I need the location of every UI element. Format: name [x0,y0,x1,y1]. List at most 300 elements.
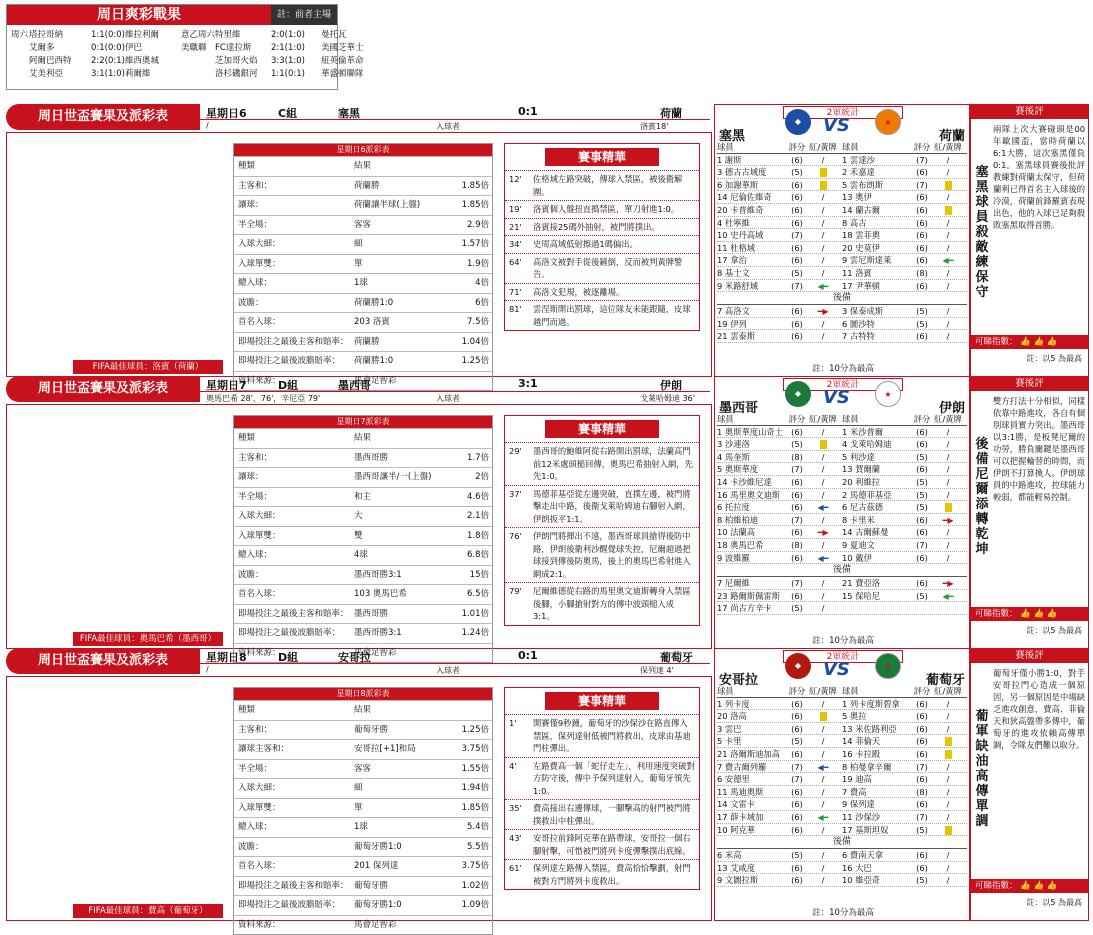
home-rating: (7) [791,514,803,525]
lineup-row [717,229,967,242]
highlight-minute: 43' [509,833,522,843]
payout-row [234,254,492,274]
home-card: / [821,242,825,253]
home-card [808,166,838,178]
home-rating: (7) [791,280,803,291]
scorers-away_scorers: 保列達 4' [640,666,674,675]
payout-row [234,759,492,779]
yellow-card-icon [820,181,827,190]
home-card: / [821,489,825,500]
lineup-row [717,280,967,293]
payout-row [234,312,492,332]
away-player: 8 柏曼拿辛爾 [842,761,892,772]
away-card: / [946,217,950,228]
payout-row [234,778,492,798]
away-card: / [946,489,950,500]
home-player: 7 尼爾維 [717,578,750,589]
lineup-row [717,318,967,331]
away-rating: (6) [916,799,928,810]
away-rating: (8) [916,786,928,797]
away-player: 5 利沙達 [842,451,875,462]
home-card: / [821,476,825,487]
watchability-label: 可睇指數： [975,337,1018,347]
away-rating: (6) [916,748,928,759]
stats-tag: 2軍統計 [783,650,903,663]
payout-type: 總入球： [238,822,273,832]
match-home: 墨西哥 [338,379,371,392]
lineup-row [717,438,967,451]
highlight-minute: 19' [509,204,522,214]
lineup-row [717,217,967,230]
payout-table [233,143,493,391]
payout-type: 即場投注之最後主客和賠率： [238,880,349,891]
scorers-scorer_label: 入球者 [436,666,460,675]
sub-in-arrow-icon: ◀━ [942,591,954,601]
scorers-line [200,665,710,676]
sub-arrow-icon: ◀━ [817,553,829,563]
result-away: 美國芝華士 [321,43,364,53]
home-player: 19 伊列 [717,318,747,329]
away-rating: (6) [916,255,928,266]
lineup-row [717,849,967,862]
payout-odds: 3.75倍 [461,861,489,871]
payout-odds: 6.8倍 [466,550,489,560]
highlights-box [504,415,700,626]
yellow-card-icon [945,826,952,835]
home-player: 10 法蘭高 [717,527,756,538]
home-player: 21 雲泰斯 [717,331,756,342]
home-rating: (6) [791,331,803,342]
home-rating: (8) [791,539,803,550]
lineup-row [717,254,967,267]
payout-odds: 1.57倍 [461,239,489,249]
payout-result: 4球 [354,550,368,560]
home-card: / [821,331,825,342]
result-away: 紐英倫革命 [321,56,364,66]
payout-odds: 1.25倍 [461,724,489,735]
away-rating: (6) [916,736,928,747]
result-row [181,42,377,55]
home-player: 8 柏維柏迪 [717,514,759,525]
lineup-row [717,501,967,514]
sub-in-arrow-icon: ◀━ [817,812,829,822]
sub-arrow-icon: ◀━ [817,762,829,772]
scorers-home_scorers: / [206,121,209,130]
result-score: 2:1(1:0) [271,43,305,53]
payout-result: 墨西哥勝 [354,452,389,463]
result-score: 3:1(1:0) [91,69,125,79]
thumbs-up-icon: 👍 [1044,881,1058,891]
payout-row [234,215,492,235]
highlights-title: 賽事精華 [545,148,659,166]
match-home: 塞黑 [338,107,360,120]
lineup-row [717,874,967,887]
away-card: 紅/黃牌 [934,686,962,696]
away-crest-icon: ★ [875,653,901,679]
match-away: 伊朗 [660,379,682,392]
payout-result: 單 [354,802,363,813]
lineup-row [717,735,967,748]
result-away: 伊巴 [125,43,143,53]
review-headline: 後備尼爾添轉乾坤 [975,437,989,557]
highlight-minute: 64' [509,256,522,267]
payout-result: 葡萄牙勝 [354,724,389,735]
lineup-row [717,476,967,489]
lineup-row [717,710,967,723]
highlight-text: 安哥拉前鋒阿克華在路帶球，安哥拉一個右腳射擊，可惜被門將列卡度彈擊撲出底線。 [533,833,691,856]
highlight-item [505,582,699,625]
home-rating: (6) [791,242,803,253]
post-match-review [970,104,1089,377]
match-day: 星期日6 [206,107,247,120]
review-text: 葡萄牙僅小勝1:0，對手安哥拉門心造成一個原因，另一個原因是中場缺乏進攻創意，費高、菲倫天和狄高盤帶多傳中，葡萄牙的進攻依賴高傳單調，令隊友們難以取分。 [993,668,1085,750]
away-rating: (7) [916,811,928,822]
lineup-row [717,267,967,280]
payout-odds: 7.5倍 [466,317,489,327]
result-row [181,29,377,42]
away-card: / [946,451,950,462]
home-player: 11 馬迪奧斯 [717,786,764,797]
payout-type: 入球單雙： [238,258,281,269]
payout-type: 總入球： [238,550,273,560]
highlight-item [505,300,699,330]
highlight-minute: 21' [509,221,522,232]
review-title: 賽後評 [971,105,1088,119]
away-player: 11 沙保沙 [842,811,881,822]
away-card: 紅/黃牌 [934,142,962,152]
result-row [11,29,181,42]
away-card: / [946,761,950,772]
away-rating: (7) [916,179,928,190]
away-card: / [946,167,950,178]
home-rating: (6) [791,786,803,797]
home-card: / [821,590,825,601]
lineup-row [717,191,967,204]
result-away: 曼托瓦 [321,30,347,40]
payout-result: 客客 [354,763,372,774]
home-player: 9 米路舒域 [717,280,759,291]
home-player: 18 奧馬巴希 [717,539,764,550]
payout-row [234,176,492,196]
away-rating: (7) [916,154,928,165]
review-title: 賽後評 [971,377,1088,391]
payout-odds: 5.4倍 [466,822,489,832]
payout-type: 讓球： [238,200,264,210]
highlight-item [505,527,699,582]
watchability-note: 註：以5 為最高 [1026,626,1082,635]
away-player: 3 保泰成斯 [842,306,884,317]
highlight-minute: 61' [509,863,522,873]
home-player: 6 安德里 [717,774,750,785]
away-card: / [946,527,950,538]
home-card [808,811,838,823]
away-rating: (6) [916,192,928,203]
result-home: 塔拉哥納 [29,30,64,40]
vs-logo: VS [823,659,850,680]
home-card: / [821,230,825,241]
home-card [808,438,838,450]
away-card [933,602,963,614]
payout-result: 103 奧馬巴希 [354,589,407,599]
result-home: 阿爾巴西特 [29,56,72,66]
result-score: 2:0(1:0) [271,30,305,40]
result-league [181,55,215,68]
payout-odds: 3.75倍 [461,744,489,754]
home-card [808,305,838,317]
lineup-row [717,154,967,167]
payout-odds: 2.1倍 [466,511,489,521]
away-card: / [946,875,950,886]
home-card [808,761,838,773]
fifa-best-player: FIFA最佳球員：洛賓（荷蘭） [73,360,223,374]
payout-type: 即場投注之最後主客和賠率： [238,336,349,347]
payout-type: 半全場： [238,763,273,774]
stats-tag: 2軍統計 [783,106,903,119]
home-rating: (5) [791,850,803,861]
lineup-row [717,305,967,318]
home-card: 紅/黃牌 [809,686,837,696]
home-player: 14 卡沙維尼達 [717,476,772,487]
lineup-row [717,798,967,811]
home-card: / [821,578,825,589]
match-score: 0:1 [518,105,538,118]
away-rating: (6) [916,774,928,785]
payout-row [234,798,492,818]
lineup-row [717,539,967,552]
thumbs-up-icon: 👍 [1044,609,1058,619]
away-rating [911,602,933,614]
away-player: 17 基斯坦奴 [842,824,889,835]
away-rating: (5) [916,306,928,317]
away-player: 1 米沙普爾 [842,426,884,437]
home-player: 9 波維羅 [717,552,750,563]
home-card: / [821,267,825,278]
section-banner: 周日世盃賽果及派彩表 [6,648,200,674]
result-score: 3:3(1:0) [271,56,305,66]
highlight-minute: 12' [509,174,522,184]
home-card: / [821,875,825,886]
yellow-card-icon [820,712,827,721]
home-rating: (6) [791,552,803,563]
home-card [808,179,838,191]
payout-result: 荷蘭勝 [354,336,380,347]
away-rating: 評分 [913,686,931,696]
highlight-minute: 1' [509,718,517,728]
home-rating: (6) [791,502,803,513]
away-player: 球員 [842,686,859,696]
payout-row [234,876,492,896]
payout-type: 讓球： [238,472,264,482]
result-league: 周六 [11,30,29,40]
away-player: 16 卡拉殿 [842,748,881,759]
away-card [933,590,963,602]
home-player: 10 史丹高域 [717,230,764,241]
highlights-title: 賽事精華 [545,420,659,438]
away-rating: (6) [916,723,928,734]
payout-col-result: 結果 [354,705,372,715]
highlight-item [505,170,699,200]
payout-result: 大 [354,511,363,521]
home-player: 1 奧斯華度山奇士 [717,426,783,437]
away-rating: (5) [916,451,928,462]
sub-out-arrow-icon: ━▶ [817,528,829,538]
stats-note: 註：10分為最高 [812,908,874,918]
result-league [11,42,29,55]
home-card: / [821,774,825,785]
payout-row [234,817,492,837]
highlight-item [505,485,699,528]
payout-odds: 6.5倍 [466,589,489,599]
lineup-row [717,590,967,603]
lineup-row [717,761,967,774]
payout-result: 201 保列達 [354,861,399,871]
payout-result: 馬會足智彩 [354,919,397,930]
payout-type: 半全場： [238,219,273,230]
result-league [11,55,29,68]
scorers-away_scorers: 洛賓18' [640,122,669,131]
thumbs-up-icon: 👍 [1030,609,1045,619]
payout-row [234,195,492,215]
payout-type: 即場投注之最後波膽賠率： [238,356,341,366]
home-player: 9 文圖拉斯 [717,875,759,886]
lineup-row [717,602,967,615]
away-card: / [946,774,950,785]
home-player: 20 洛高 [717,711,747,722]
stats-away-team: 葡萄牙 [925,673,965,688]
home-card: / [821,539,825,550]
home-player: 11 杜格域 [717,242,756,253]
away-player: 7 古特特 [842,331,875,342]
home-rating: (5) [791,736,803,747]
payout-odds: 1.8倍 [466,530,489,541]
payout-odds: 5.5倍 [466,841,489,852]
payout-row [234,332,492,352]
payout-odds: 1.01倍 [461,608,489,619]
match-header [200,648,710,664]
review-title: 賽後評 [971,649,1088,663]
lineup-row [717,698,967,711]
payout-result: 荷蘭勝1:0 [354,297,394,308]
away-rating: (6) [916,204,928,215]
lineup-row [717,811,967,824]
result-away: 維拉利爾 [125,30,160,40]
payout-odds: 1.85倍 [461,180,489,191]
home-player: 14 文雷卡 [717,799,756,810]
stats-tag: 2軍統計 [783,378,903,391]
payout-type: 主客和： [238,180,273,191]
highlight-text: 左路費高一個「蛇仔走左」，利用速度突破對方防守後，傳中予保列達射入，葡萄牙領先1:0。 [533,760,695,796]
home-rating: (6) [791,192,803,203]
lineup-table [717,685,967,887]
home-rating: (6) [791,723,803,734]
payout-type: 主客和： [238,452,273,463]
vs-logo: VS [823,115,850,136]
away-player: 6 圖沙特 [842,318,875,329]
payout-result: 馬會足智彩 [354,647,397,658]
highlight-item [505,714,699,757]
lineup-row [717,723,967,736]
home-rating: 評分 [788,414,806,424]
home-card: / [821,603,825,614]
highlight-text: 費高接出右邊傳球，一腳擊高的射門被門將撲救出中柱彈出。 [533,803,691,826]
highlight-text: 雲涅斯開出罰球，這位隊友未能跟隨，皮球越門而過。 [533,304,691,327]
result-away: 莉爾維 [125,69,151,79]
away-rating: (6) [916,167,928,178]
payout-row [234,915,492,935]
away-player: 6 尼古茲德 [842,502,884,513]
yellow-card-icon [945,206,952,215]
section-banner: 周日世盃賽果及派彩表 [6,104,200,130]
highlight-text: 保列達左路傳入禁區，費高恰恰擊劃，射門被對方門將列卡度救出。 [533,863,691,886]
away-card: / [946,331,950,342]
away-rating: (6) [916,439,928,450]
result-row [11,68,181,81]
away-card: / [946,318,950,329]
home-player: 17 薛卡域加 [717,811,764,822]
away-card: / [946,464,950,475]
highlight-item [505,757,699,800]
highlight-text: 伊朗門將揮出不遠，墨西哥球員搶得後防中路，伊朗後衛利沙醒覺球失控，尼爾超過把球接到傳後防奧馬，後上的奧馬巴希射進入網成2:1。 [533,531,691,579]
home-card: / [821,799,825,810]
home-rating: (6) [791,255,803,266]
away-rating: (6) [916,578,928,589]
home-rating: (6) [791,318,803,329]
payout-col-result: 結果 [354,433,372,443]
payout-row [234,467,492,487]
result-league: 美職聯 [181,43,207,53]
yellow-card-icon [820,168,827,177]
payout-type: 波膽： [238,569,264,580]
away-player: 14 菲倫天 [842,736,881,747]
away-card: / [946,280,950,291]
highlight-text: 佐格域左路突破，傳球入禁區，被後衛解圍。 [533,174,683,197]
match-score: 0:1 [518,649,538,662]
home-card: / [821,154,825,165]
away-player: 11 洛賓 [842,267,872,278]
away-player: 2 禾嘉達 [842,167,875,178]
home-card: / [821,862,825,873]
away-card: / [946,850,950,861]
home-card: / [821,850,825,861]
home-rating: (6) [791,154,803,165]
away-rating: (6) [916,850,928,861]
highlight-minute: 4' [509,760,517,771]
away-rating: (5) [916,502,928,513]
away-card [933,204,963,216]
away-card: / [946,811,950,822]
payout-result: 荷蘭勝 [354,180,380,191]
away-player: 1 雲達沙 [842,154,875,165]
away-player: 6 費南天拿 [842,850,884,861]
payout-type: 入球大細： [238,783,281,793]
away-player: 17 尹華頓 [842,280,881,291]
home-player: 8 基士文 [717,267,750,278]
payout-row [234,526,492,546]
payout-type: 入球單雙： [238,802,281,813]
payout-odds: 1.24倍 [461,628,489,638]
away-card [933,179,963,191]
away-card [933,514,963,526]
away-player: 18 雲菲奧 [842,230,881,241]
away-rating: (6) [916,514,928,525]
away-rating: (8) [916,267,928,278]
away-rating: (6) [916,862,928,873]
payout-odds: 4倍 [475,278,489,288]
payout-result: 墨西哥讓半/一(上盤) [354,472,432,482]
payout-table-title: 星期日6派彩表 [234,144,492,156]
watchability-label: 可睇指數： [975,881,1018,891]
highlight-minute: 76' [509,531,522,541]
